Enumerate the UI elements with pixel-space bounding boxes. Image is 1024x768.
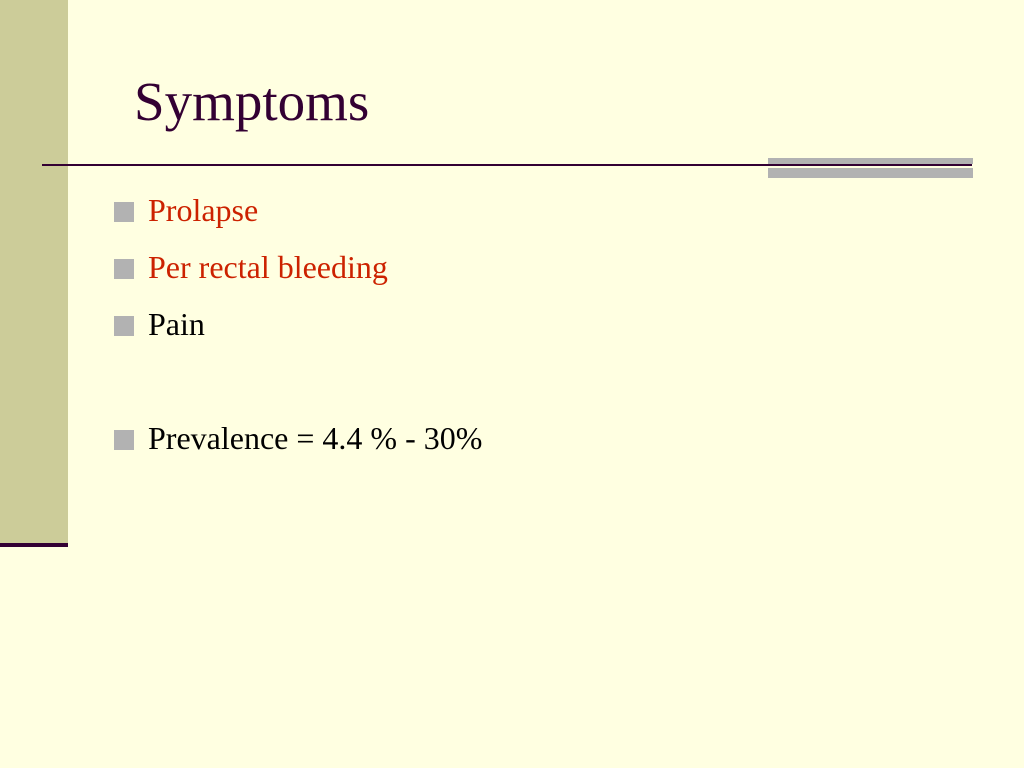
- square-bullet-icon: [114, 259, 134, 279]
- left-decorative-bar: [0, 0, 68, 545]
- square-bullet-icon: [114, 202, 134, 222]
- bullet-item-pain: [114, 300, 205, 348]
- accent-stripe-top: [768, 158, 973, 164]
- bullet-text: Prevalence = 4.4 % - 30%: [148, 420, 483, 456]
- bullet-text: Per rectal bleeding: [148, 249, 388, 285]
- square-bullet-icon: [114, 316, 134, 336]
- accent-stripe-bottom: [768, 168, 973, 178]
- square-bullet-icon: [114, 430, 134, 450]
- left-bar-underline: [0, 543, 68, 547]
- bullet-text: Pain: [148, 306, 205, 342]
- bullet-item-per-rectal-bleeding: [114, 243, 388, 291]
- bullet-text: Prolapse: [148, 192, 259, 228]
- accent-stripes: [768, 158, 973, 179]
- bullet-item-prolapse: [114, 186, 258, 234]
- slide-title: Symptoms: [134, 71, 370, 132]
- bullet-item-prevalence: [114, 414, 482, 462]
